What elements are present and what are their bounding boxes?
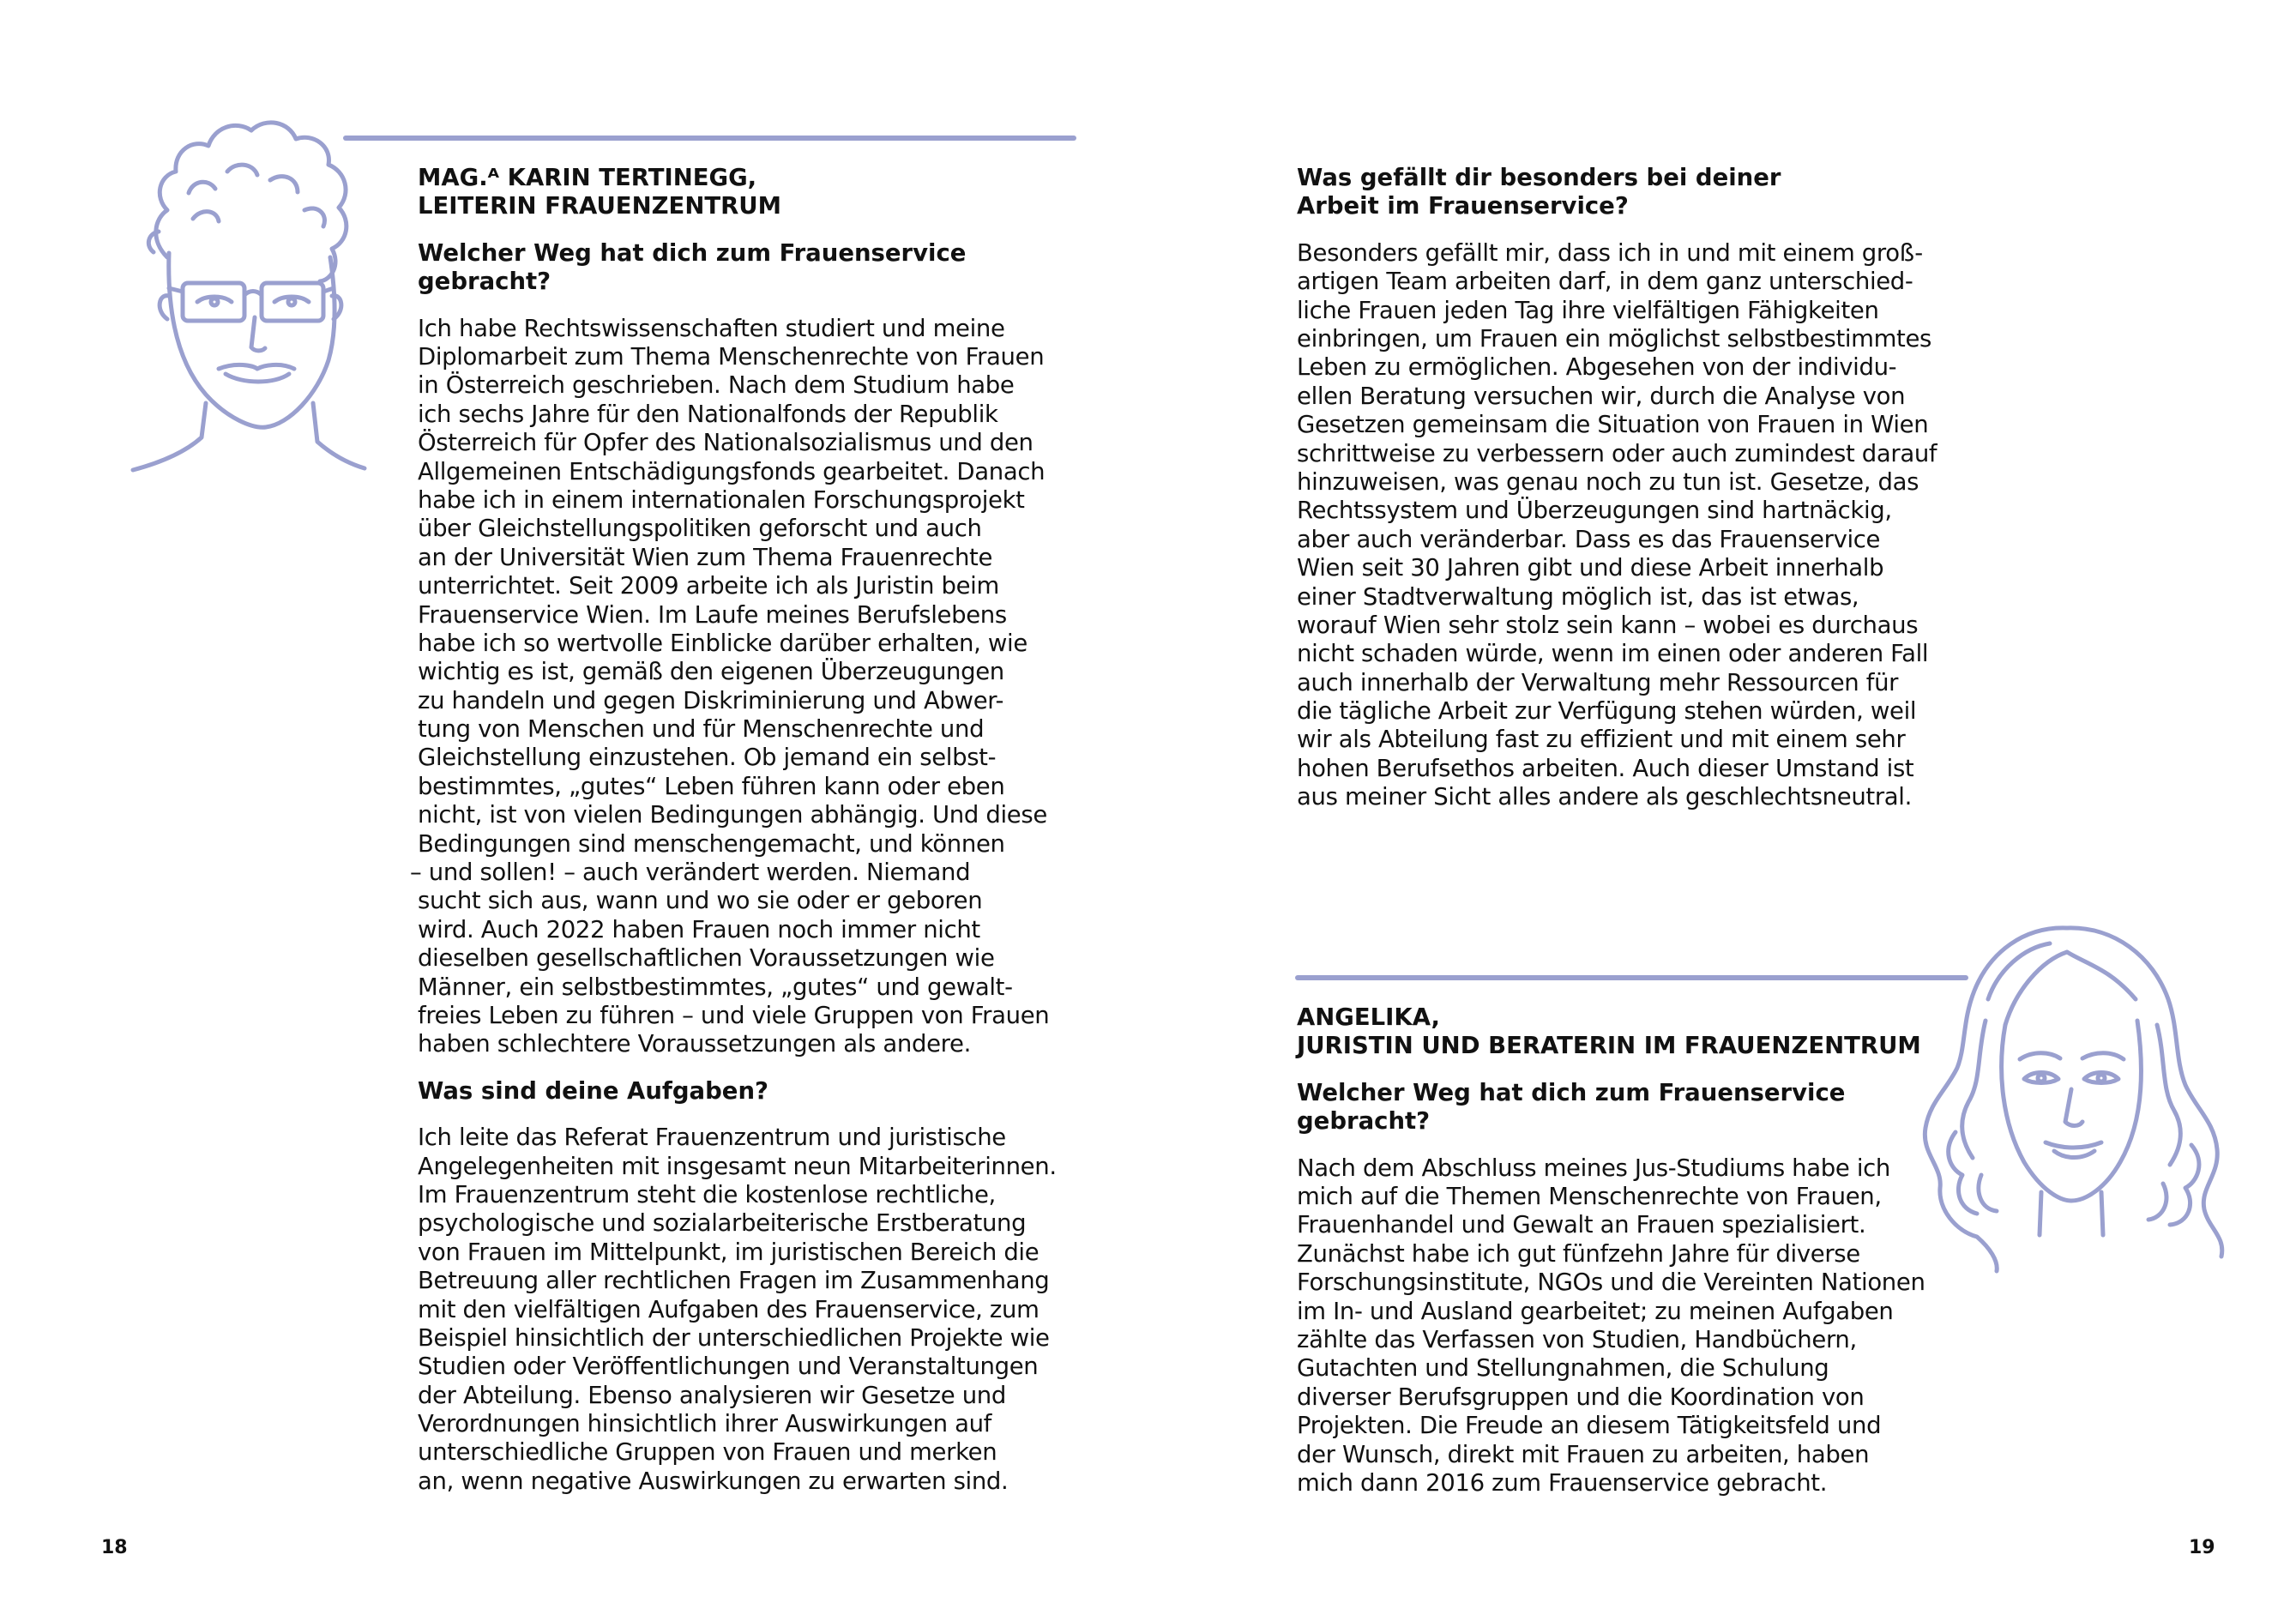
text-line: mich dann 2016 zum Frauenservice gebracht. (1297, 1468, 1828, 1497)
text-line: wird. Auch 2022 haben Frauen noch immer nicht (418, 915, 980, 943)
text-line: nicht, ist von vielen Bedingungen abhängig. Und diese (418, 801, 1047, 829)
text-line: Besonders gefällt mir, dass ich in und mit einem groß- (1297, 238, 1923, 267)
text-line: habe ich so wertvolle Einblicke darüber erhalten, wie (418, 629, 1027, 657)
text-line: hinzuweisen, was genau noch zu tun ist. Gesetze, das (1297, 467, 1919, 496)
name-line: ANGELIKA, (1297, 1003, 1440, 1031)
text-line: Projekten. Die Freude an diesem Tätigkeitsfeld und (1297, 1412, 1882, 1440)
text-line: worauf Wien sehr stolz sein kann – wobei es durchaus (1297, 611, 1919, 639)
text-line: Beispiel hinsichtlich der unterschiedlichen Projekte wie (418, 1323, 1050, 1352)
text-line: Angelegenheiten mit insgesamt neun Mitarbeiterinnen. (418, 1152, 1057, 1180)
right-article-column-bottom (1297, 1003, 1931, 1497)
text-line: unterschiedliche Gruppen von Frauen und merken (418, 1438, 997, 1467)
text-line: Rechtssystem und Überzeugungen sind hartnäckig, (1297, 497, 1892, 525)
text-line: mich auf die Themen Menschenrechte von Frauen, (1297, 1183, 1882, 1211)
text-line: dieselben gesellschaftlichen Voraussetzungen wie (418, 944, 995, 973)
answer-paragraph (410, 314, 1052, 1059)
text-line: Gleichstellung einzustehen. Ob jemand ein selbst- (418, 744, 997, 772)
text-line: in Österreich geschrieben. Nach dem Studium habe (418, 371, 1015, 400)
text-line: schrittweise zu verbessern oder auch zumindest darauf (1297, 439, 1937, 467)
name-line: LEITERIN FRAUENZENTRUM (418, 192, 781, 220)
name-line: MAG.ᴬ KARIN TERTINEGG, (418, 164, 757, 191)
text-line: mit den vielfältigen Aufgaben des Frauenservice, zum (418, 1295, 1040, 1323)
text-line: Männer, ein selbstbestimmtes, „gutes“ und gewalt- (418, 973, 1013, 1001)
text-line: nicht schaden würde, wenn im einen oder anderen Fall (1297, 640, 1929, 668)
text-line: artigen Team arbeiten darf, in dem ganz unterschied- (1297, 268, 1913, 296)
question-heading: Welcher Weg hat dich zum Frauenservice gebracht? (418, 238, 967, 296)
portrait-angelika-icon (1895, 918, 2256, 1287)
text-line: Nach dem Abschluss meines Jus-Studiums habe ich (1297, 1154, 1890, 1182)
text-line: Wien seit 30 Jahren gibt und diese Arbeit innerhalb (1297, 554, 1884, 582)
text-line: Studien oder Veröffentlichungen und Veranstaltungen (418, 1353, 1039, 1381)
text-line: psychologische und sozialarbeiterische Erstberatung (418, 1209, 1027, 1238)
text-line: auch innerhalb der Verwaltung mehr Ressourcen für (1297, 668, 1899, 696)
text-line: im In- und Ausland gearbeitet; zu meinen Aufgaben (1297, 1297, 1894, 1325)
text-line: an, wenn negative Auswirkungen zu erwarten sind. (418, 1467, 1009, 1495)
page-number-right: 19 (2189, 1537, 2215, 1558)
text-line: über Gleichstellungspolitiken geforscht und auch (418, 515, 982, 543)
question-line: Arbeit im Frauenservice? (1297, 192, 1629, 220)
text-line: habe ich in einem internationalen Forschungsprojekt (418, 485, 1025, 514)
question-heading: Was sind deine Aufgaben? (418, 1076, 768, 1105)
text-line: der Wunsch, direkt mit Frauen zu arbeiten, haben (1297, 1440, 1870, 1468)
text-line: ellen Beratung versuchen wir, durch die Analyse von (1297, 382, 1906, 410)
text-line: sucht sich aus, wann und wo sie oder er geboren (418, 887, 983, 915)
text-line: hohen Berufsethos arbeiten. Auch dieser Umstand ist (1297, 754, 1914, 782)
text-line: Frauenhandel und Gewalt an Frauen spezialisiert. (1297, 1211, 1866, 1239)
text-line: Forschungsinstitute, NGOs und die Vereinten Nationen (1297, 1268, 1925, 1297)
text-line: aus meiner Sicht alles andere als geschlechtsneutral. (1297, 783, 1912, 811)
text-line: Diplomarbeit zum Thema Menschenrechte von Frauen (418, 343, 1045, 371)
text-line: Leben zu ermöglichen. Abgesehen von der individu- (1297, 353, 1897, 382)
text-line: tung von Menschen und für Menschenrechte und (418, 715, 985, 744)
text-line: diverser Berufsgruppen und die Koordination von (1297, 1383, 1865, 1411)
question-heading (1297, 164, 1949, 221)
section-divider-left (343, 136, 1076, 141)
person-name-heading (1297, 1003, 1931, 1061)
text-line: Bedingungen sind menschengemacht, und können (418, 829, 1005, 858)
text-line: die tägliche Arbeit zur Verfügung stehen würden, weil (1297, 697, 1917, 726)
text-line: aber auch veränderbar. Dass es das Frauenservice (1297, 525, 1881, 553)
right-article-column-top (1297, 164, 1949, 812)
text-line: wichtig es ist, gemäß den eigenen Überzeugungen (418, 658, 1004, 686)
text-line: zu handeln und gegen Diskriminierung und Abwer- (418, 686, 1004, 714)
answer-paragraph (1297, 1154, 1931, 1498)
text-line: einer Stadtverwaltung möglich ist, das ist etwas, (1297, 582, 1859, 611)
text-line: Gesetzen gemeinsam die Situation von Frauen in Wien (1297, 411, 1929, 439)
text-line: Frauenservice Wien. Im Laufe meines Berufslebens (418, 600, 1007, 629)
text-line: von Frauen im Mittelpunkt, im juristischen Bereich die (418, 1238, 1040, 1266)
answer-paragraph (1297, 239, 1949, 812)
text-line: zählte das Verfassen von Studien, Handbüchern, (1297, 1325, 1857, 1353)
page-number-left: 18 (101, 1537, 128, 1558)
text-line: bestimmtes, „gutes“ Leben führen kann oder eben (418, 772, 1005, 800)
text-line: der Abteilung. Ebenso analysieren wir Gesetze und (418, 1381, 1006, 1409)
left-article-column (410, 164, 1057, 1496)
text-line: unterrichtet. Seit 2009 arbeite ich als Juristin beim (418, 572, 999, 600)
text-line: freies Leben zu führen – und viele Gruppen von Frauen (418, 1002, 1050, 1029)
text-line: einbringen, um Frauen ein möglichst selbstbestimmtes (1297, 324, 1932, 353)
text-line: Verordnungen hinsichtlich ihrer Auswirkungen auf (418, 1410, 991, 1438)
question-heading: Welcher Weg hat dich zum Frauenservice gebracht? (1297, 1078, 1846, 1136)
text-line: liche Frauen jeden Tag ihre vielfältigen Fähigkeiten (1297, 296, 1879, 324)
text-line: ich sechs Jahre für den Nationalfonds der Republik (418, 400, 998, 428)
text-line: Betreuung aller rechtlichen Fragen im Zusammenhang (418, 1267, 1050, 1295)
person-name-heading (418, 164, 1052, 221)
question-line: Was gefällt dir besonders bei deiner (1297, 164, 1781, 191)
answer-paragraph (418, 1124, 1057, 1496)
text-line: Zunächst habe ich gut fünfzehn Jahre für diverse (1297, 1239, 1860, 1268)
text-line: – und sollen! – auch verändert werden. Niemand (410, 859, 971, 887)
name-line: JURISTIN UND BERATERIN IM FRAUENZENTRUM (1297, 1032, 1921, 1060)
text-line: haben schlechtere Voraussetzungen als andere. (418, 1030, 971, 1058)
section-divider-right (1295, 975, 1968, 980)
text-line: an der Universität Wien zum Thema Frauenrechte (418, 543, 993, 571)
text-line: Ich leite das Referat Frauenzentrum und juristische (418, 1124, 1006, 1152)
text-line: Ich habe Rechtswissenschaften studiert und meine (418, 314, 1005, 342)
portrait-karin-icon (107, 111, 373, 480)
text-line: Gutachten und Stellungnahmen, die Schulung (1297, 1354, 1829, 1383)
text-line: Österreich für Opfer des Nationalsozialismus und den (418, 429, 1034, 457)
text-line: wir als Abteilung fast zu effizient und mit einem sehr (1297, 726, 1906, 754)
text-line: Im Frauenzentrum steht die kostenlose rechtliche, (418, 1180, 996, 1208)
text-line: Allgemeinen Entschädigungsfonds gearbeitet. Danach (418, 457, 1046, 485)
